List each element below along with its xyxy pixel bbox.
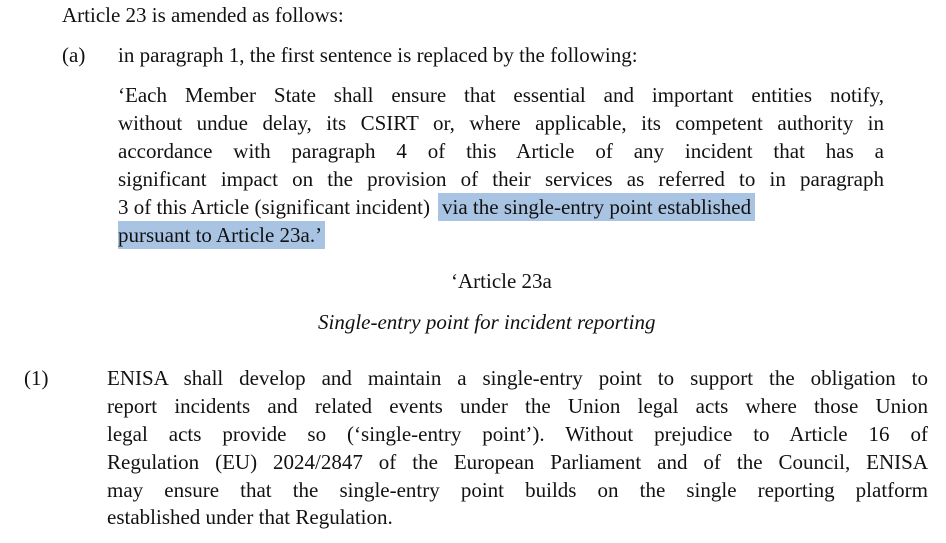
highlighted-text-end: pursuant to Article 23a.’	[118, 221, 325, 249]
item-a-text: in paragraph 1, the first sentence is replaced by the following:	[118, 43, 638, 67]
para-1-line-4: Regulation (EU) 2024/2847 of the European Parliament and of the Council, ENISA	[107, 450, 928, 474]
article-subtitle: Single-entry point for incident reporting	[318, 310, 656, 334]
para-1-line-5: may ensure that the single-entry point builds on the single reporting platform	[107, 478, 928, 502]
quote-line-5-plain: 3 of this Article (significant incident)	[118, 195, 431, 219]
quote-line-1: ‘Each Member State shall ensure that essential and important entities notify,	[118, 83, 884, 107]
item-a-marker: (a)	[62, 43, 86, 67]
quote-line-6	[118, 221, 325, 249]
quote-line-2: without undue delay, its CSIRT or, where applicable, its competent authority in	[118, 111, 884, 135]
para-1-line-3: legal acts provide so (‘single-entry point’). Without prejudice to Article 16 of	[107, 422, 928, 446]
intro-text: Article 23 is amended as follows:	[62, 3, 344, 27]
para-1-line-1: ENISA shall develop and maintain a single-entry point to support the obligation to	[107, 366, 928, 390]
quote-line-4: significant impact on the provision of their services as referred to in paragraph	[118, 167, 884, 191]
highlighted-text: via the single-entry point established	[438, 193, 755, 221]
para-1-line-2: report incidents and related events under the Union legal acts where those Union	[107, 394, 928, 418]
para-1-line-6: established under that Regulation.	[107, 505, 393, 529]
article-heading: ‘Article 23a	[451, 269, 552, 293]
quote-line-3: accordance with paragraph 4 of this Article of any incident that has a	[118, 139, 884, 163]
quote-line-5	[118, 193, 888, 221]
para-1-marker: (1)	[24, 366, 49, 390]
